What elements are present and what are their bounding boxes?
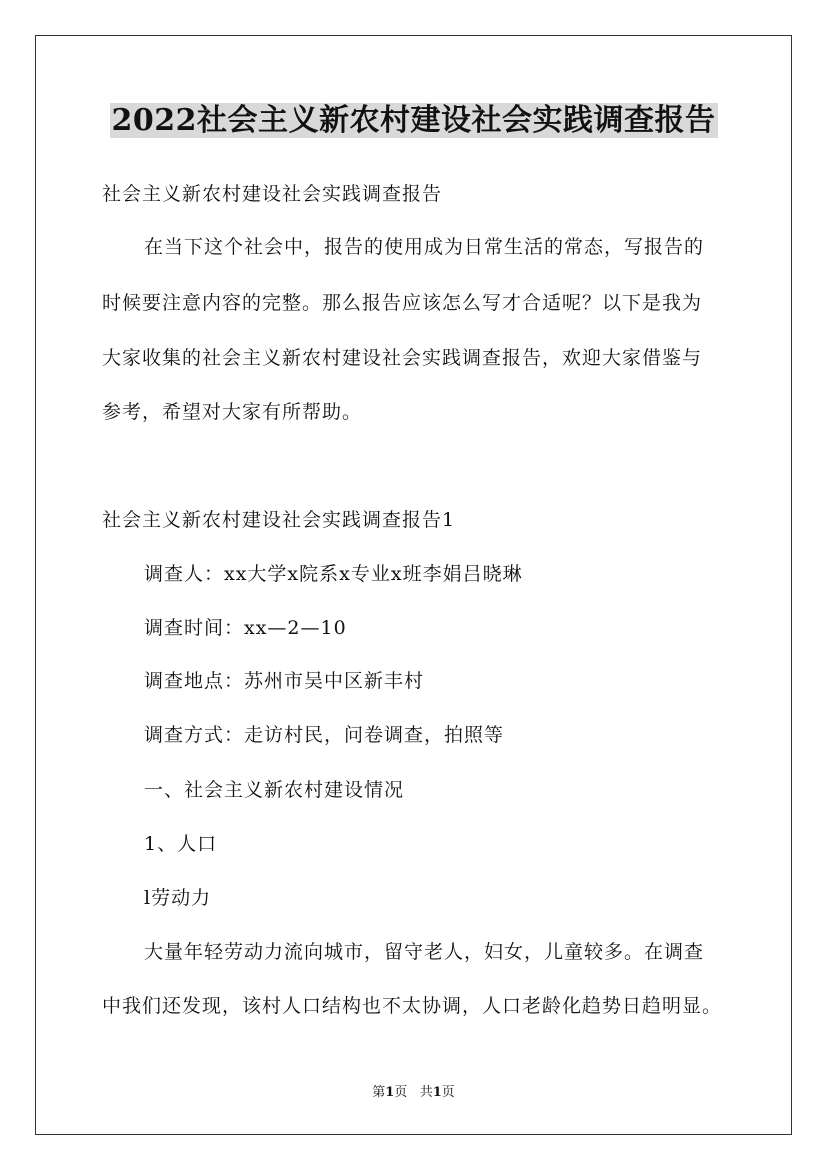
paragraph-line: 参考，希望对大家有所帮助。: [102, 401, 363, 423]
heading-level-2: 1、人口: [144, 833, 218, 855]
footer-page-prefix: 第: [372, 1085, 386, 1100]
paragraph-line: 在当下这个社会中，报告的使用成为日常生活的常态，写报告的: [144, 236, 705, 258]
heading-level-1: 一、社会主义新农村建设情况: [144, 779, 405, 801]
paragraph-line: 大家收集的社会主义新农村建设社会实践调查报告，欢迎大家借鉴与: [102, 347, 703, 369]
footer-total-number: 1: [432, 1085, 442, 1100]
paragraph-line: 时候要注意内容的完整。那么报告应该怎么写才合适呢？以下是我为: [102, 292, 703, 314]
document-title: [0, 98, 827, 144]
info-investigator: 调查人：xx大学x院系x专业x班李娟吕晓琳: [144, 563, 523, 585]
paragraph-line: 中我们还发现，该村人口结构也不太协调，人口老龄化趋势日趋明显。: [102, 995, 723, 1017]
footer-page-suffix: 页: [394, 1085, 408, 1100]
footer-total-prefix: 共: [419, 1085, 433, 1100]
paragraph-line: 大量年轻劳动力流向城市，留守老人，妇女，儿童较多。在调查: [144, 941, 705, 963]
info-time: 调查时间：xx—2—10: [144, 617, 347, 639]
info-method: 调查方式：走访村民，问卷调查，拍照等: [144, 724, 505, 746]
footer-page-number: 1: [385, 1085, 395, 1100]
page-footer: [0, 1084, 827, 1102]
section-heading: 社会主义新农村建设社会实践调查报告1: [102, 509, 456, 531]
footer-total-suffix: 页: [441, 1085, 455, 1100]
info-location: 调查地点：苏州市吴中区新丰村: [144, 670, 425, 692]
document-title-text: 2022社会主义新农村建设社会实践调查报告: [111, 103, 716, 138]
heading-level-3: l劳动力: [144, 887, 212, 909]
subtitle-line: 社会主义新农村建设社会实践调查报告: [102, 183, 443, 205]
